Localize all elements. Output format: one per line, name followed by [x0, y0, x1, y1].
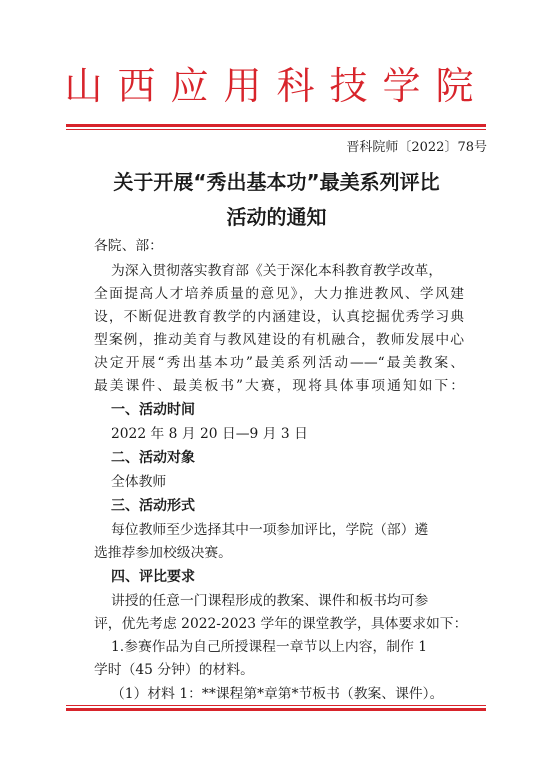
document-title-line1: 关于开展“秀出基本功”最美系列评比	[113, 170, 440, 194]
intro-line-3: 设，不断促进教育教学的内涵建设，认真挖掘优秀学习典	[94, 308, 464, 325]
footer-rule-thick	[66, 708, 486, 711]
section-text-target: 全体教师	[111, 473, 167, 490]
intro-line-2: 全面提高人才培养质量的意见》，大力推进教风、学风建	[94, 285, 464, 302]
section-heading-requirements: 四、评比要求	[111, 568, 195, 585]
requirement-item-1-line-2: 学时（45 分钟）的材料。	[94, 662, 254, 678]
document-title-line2: 活动的通知	[226, 205, 327, 229]
section-text-requirements-1: 讲授的任意一门课程形成的教案、课件和板书均可参	[111, 592, 429, 609]
masthead-rule-thick	[66, 124, 486, 127]
section-heading-format: 三、活动形式	[111, 497, 195, 514]
intro-line-4: 型案例，推动美育与教风建设的有机融合，教师发展中心	[94, 332, 464, 348]
intro-line-1: 为深入贯彻落实教育部《关于深化本科教育教学改革，	[111, 262, 443, 279]
intro-line-5: 决定开展“秀出基本功”最美系列活动——“最美教案、	[94, 355, 464, 372]
section-text-format-1: 每位教师至少选择其中一项参加评比，学院（部）遴	[111, 521, 429, 538]
masthead-rule-thin	[66, 129, 486, 130]
footer-rule-thin	[66, 705, 486, 706]
requirement-subitem-1: （1）材料 1：**课程第*章第*节板书（教案、课件）。	[111, 686, 444, 702]
section-text-time: 2022 年 8 月 20 日—9 月 3 日	[111, 426, 308, 443]
section-text-format-2: 选推荐参加校级决赛。	[94, 544, 232, 561]
intro-line-6: 最美课件、最美板书”大赛，现将具体事项通知如下：	[94, 378, 464, 395]
salutation: 各院、部：	[94, 238, 163, 254]
section-text-requirements-2: 评，优先考虑 2022-2023 学年的课堂教学，具体要求如下：	[94, 615, 468, 632]
requirement-item-1-line-1: 1.参赛作品为自己所授课程一章节以上内容，制作 1	[111, 638, 428, 655]
section-heading-target: 二、活动对象	[111, 450, 195, 466]
institution-masthead: 山西应用科技学院	[64, 64, 489, 108]
document-number: 晋科院师〔2022〕78号	[346, 140, 487, 155]
section-heading-time: 一、活动时间	[111, 402, 195, 419]
